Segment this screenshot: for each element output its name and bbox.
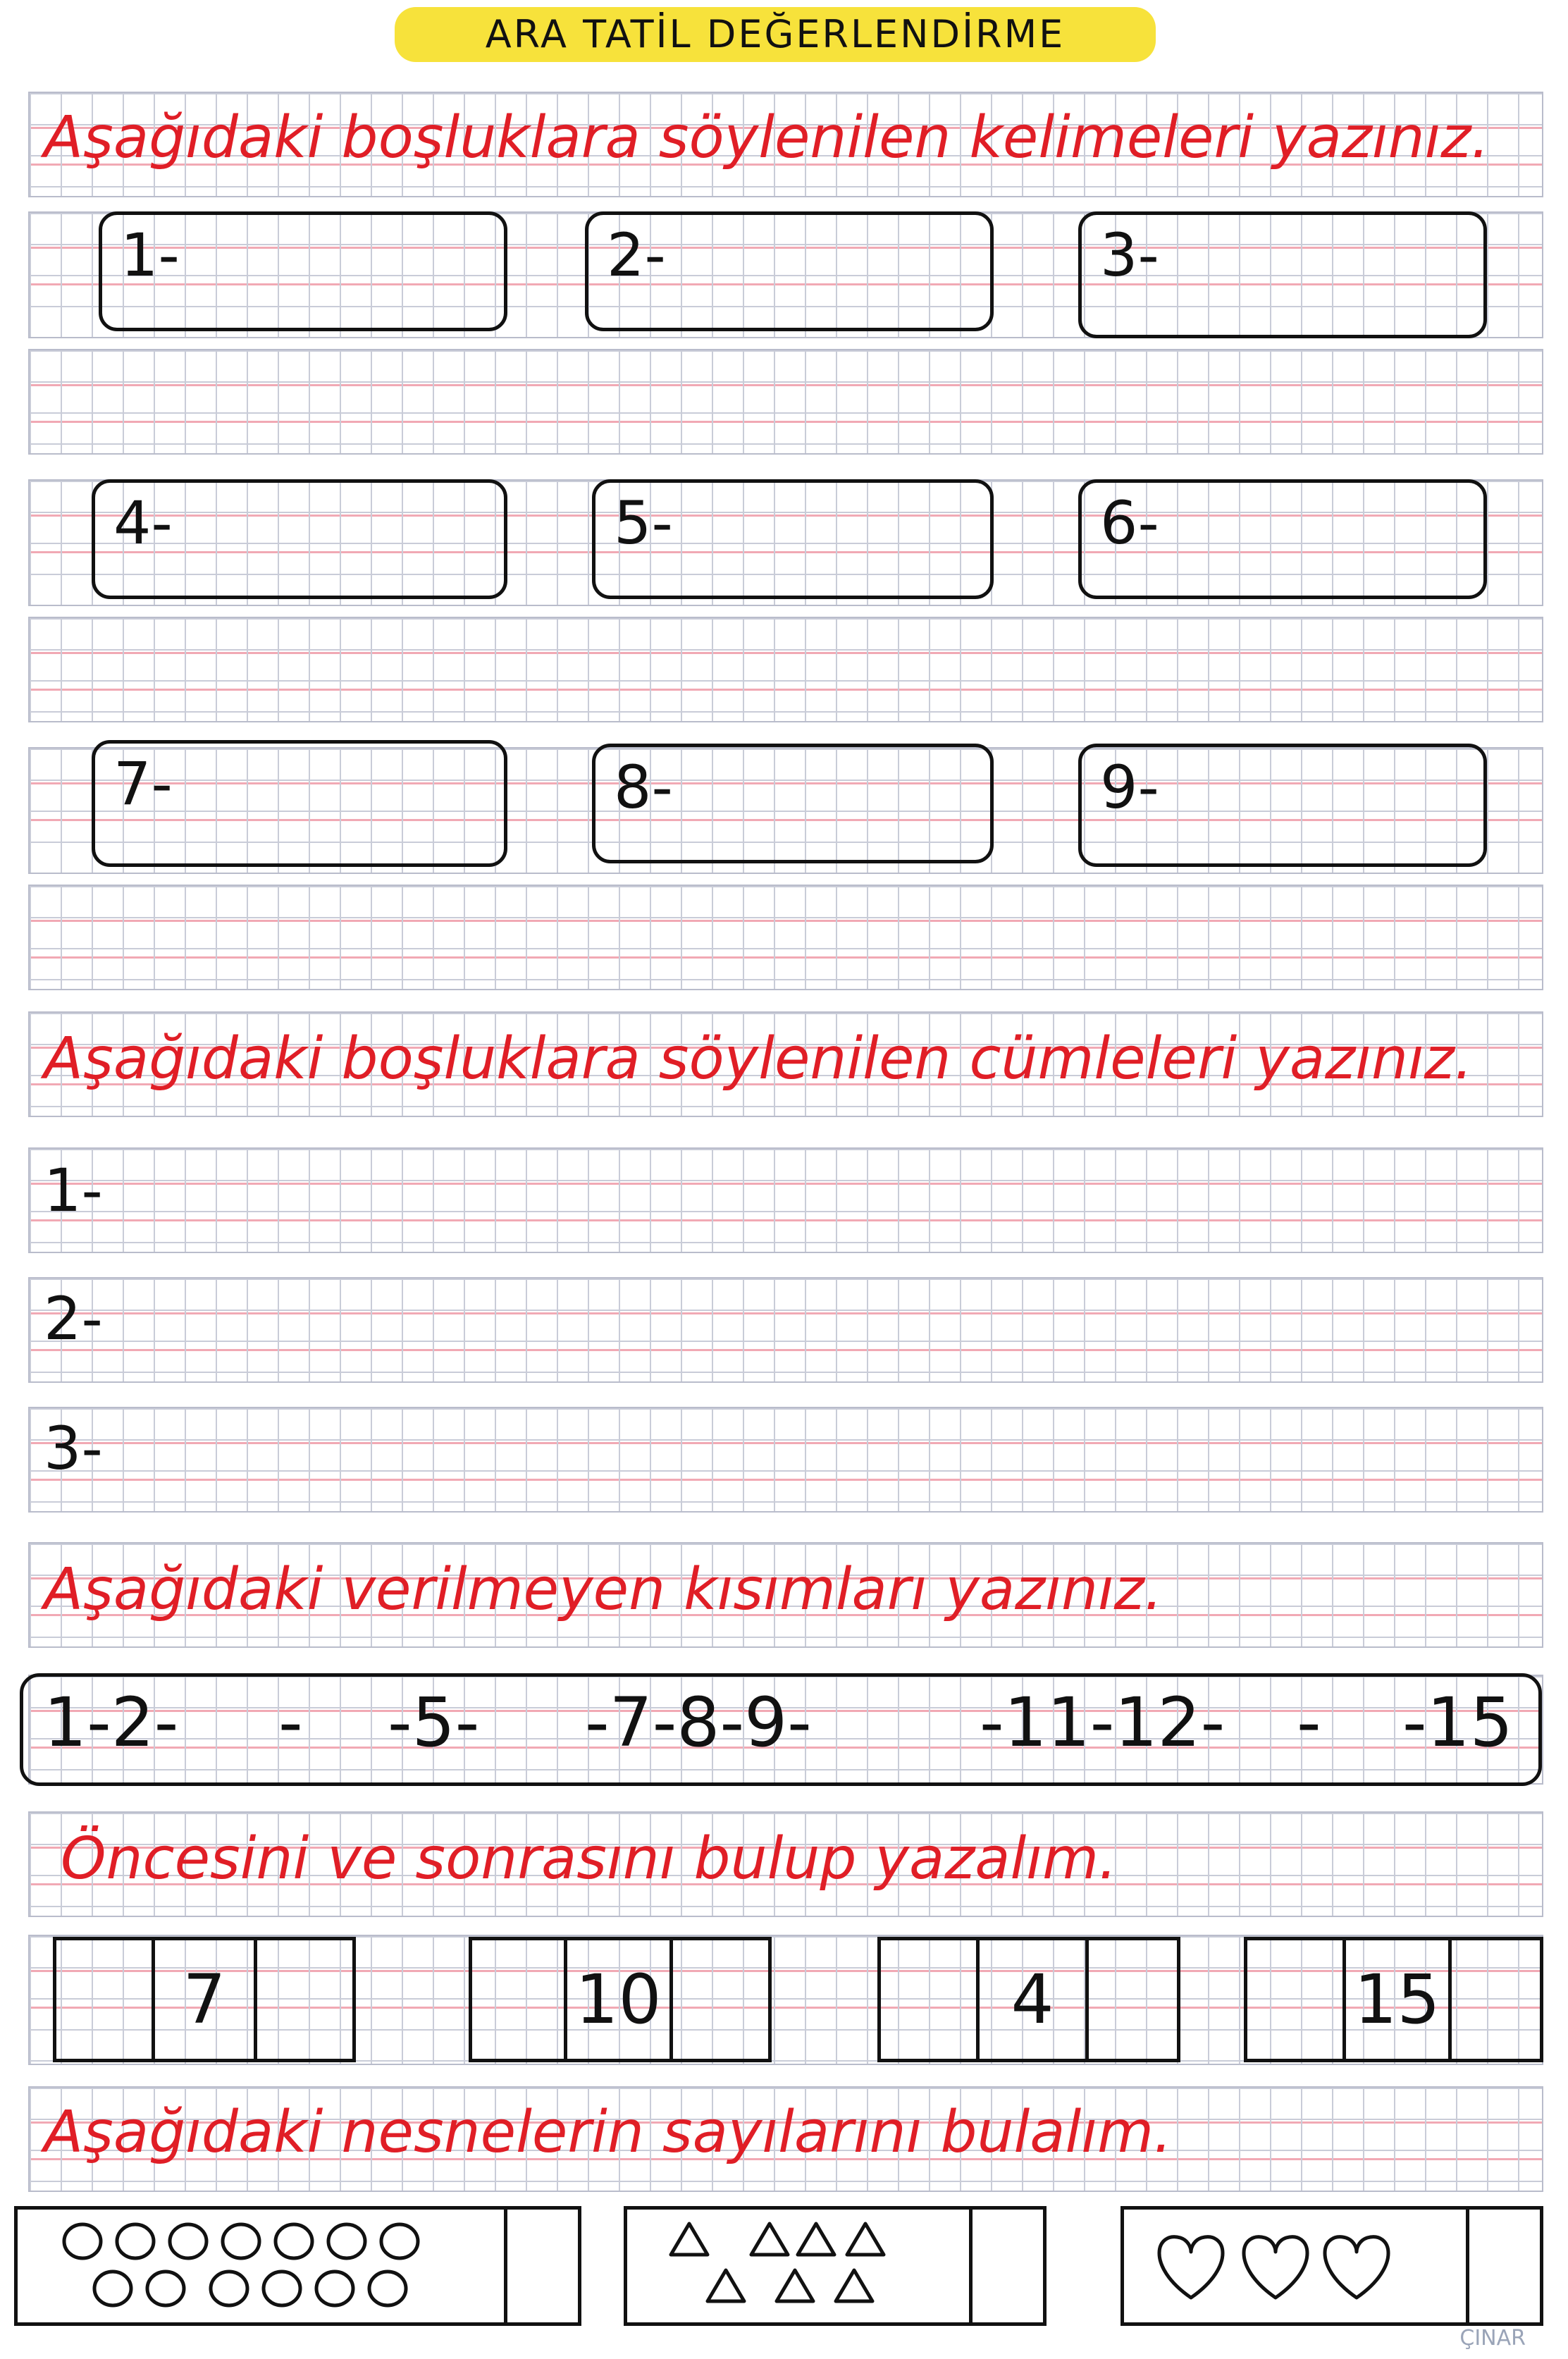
missing-instruction: Aşağıdaki verilmeyen kısımları yazınız.: [44, 1556, 1163, 1623]
sequence-item: -: [278, 1683, 303, 1762]
neighbor-group-4: [1244, 1937, 1543, 2062]
word-box-9[interactable]: [1078, 744, 1487, 867]
count-group-circles: [14, 2206, 581, 2326]
word-box-label: 5-: [614, 488, 673, 558]
count-answer-box[interactable]: [507, 2210, 578, 2322]
word-box-6[interactable]: [1078, 479, 1487, 599]
word-box-label: 8-: [614, 753, 673, 822]
triangle-objects: [627, 2210, 973, 2322]
sequence-item: -5-: [388, 1683, 480, 1762]
count-answer-box[interactable]: [973, 2210, 1043, 2322]
neighbor-number: 7: [155, 1940, 257, 2059]
word-box-label: 3-: [1100, 221, 1159, 290]
word-box-2[interactable]: [585, 211, 994, 331]
word-box-8[interactable]: [592, 744, 994, 863]
heart-objects: [1124, 2210, 1469, 2322]
word-box-label: 2-: [607, 221, 666, 290]
ruled-line: [28, 349, 1543, 455]
sequence-item: -11-12-: [980, 1683, 1226, 1762]
sentence-line-1[interactable]: [28, 1147, 1543, 1253]
sentence-label: 1-: [44, 1156, 103, 1225]
neighbor-group-1: [53, 1937, 356, 2062]
before-answer[interactable]: [1247, 1940, 1346, 2059]
words-instruction: Aşağıdaki boşluklara söylenilen kelimeleri yazınız.: [44, 104, 1490, 171]
ruled-line: [28, 617, 1543, 722]
word-box-1[interactable]: [99, 211, 507, 331]
count-answer-box[interactable]: [1469, 2210, 1540, 2322]
circle-icon: [18, 2210, 497, 2322]
after-answer[interactable]: [257, 1940, 352, 2059]
word-box-label: 7-: [113, 749, 173, 818]
word-box-label: 9-: [1100, 753, 1159, 822]
word-box-7[interactable]: [92, 740, 507, 867]
sentence-line-2[interactable]: [28, 1277, 1543, 1383]
sequence-item: -15: [1402, 1683, 1513, 1762]
page-title: ARA TATİL DEĞERLENDİRME: [485, 12, 1066, 56]
neighbor-number: 4: [980, 1940, 1089, 2059]
neighbor-group-3: [877, 1937, 1180, 2062]
sentence-line-3[interactable]: [28, 1407, 1543, 1513]
neighbor-number: 15: [1346, 1940, 1452, 2059]
heart-icon: [1124, 2210, 1462, 2322]
before-answer[interactable]: [56, 1940, 155, 2059]
before-answer[interactable]: [881, 1940, 980, 2059]
word-box-3[interactable]: [1078, 211, 1487, 338]
sequence-item: 1-2-: [44, 1683, 179, 1762]
neighbor-group-2: [469, 1937, 772, 2062]
count-group-hearts: [1121, 2206, 1543, 2326]
sequence-item: -7-8-9-: [585, 1683, 812, 1762]
sentences-instruction: Aşağıdaki boşluklara söylenilen cümleleri yazınız.: [44, 1025, 1473, 1092]
triangle-icon: [627, 2210, 965, 2322]
count-group-triangles: [624, 2206, 1047, 2326]
before-answer[interactable]: [472, 1940, 567, 2059]
word-box-label: 1-: [121, 221, 180, 290]
word-box-4[interactable]: [92, 479, 507, 599]
circle-objects: [18, 2210, 507, 2322]
sentence-label: 2-: [44, 1284, 103, 1353]
after-answer[interactable]: [1452, 1940, 1540, 2059]
watermark: ÇINAR: [1459, 2326, 1526, 2351]
sentence-label: 3-: [44, 1414, 103, 1483]
word-box-5[interactable]: [592, 479, 994, 599]
word-box-label: 6-: [1100, 488, 1159, 558]
counting-instruction: Aşağıdaki nesnelerin sayılarını bulalım.: [44, 2099, 1173, 2166]
word-box-label: 4-: [113, 488, 173, 558]
after-answer[interactable]: [673, 1940, 768, 2059]
neighbor-number: 10: [567, 1940, 673, 2059]
sequence-item: -: [1297, 1683, 1321, 1762]
neighbors-instruction: Öncesini ve sonrasını bulup yazalım.: [61, 1825, 1118, 1892]
after-answer[interactable]: [1089, 1940, 1177, 2059]
ruled-line: [28, 885, 1543, 990]
